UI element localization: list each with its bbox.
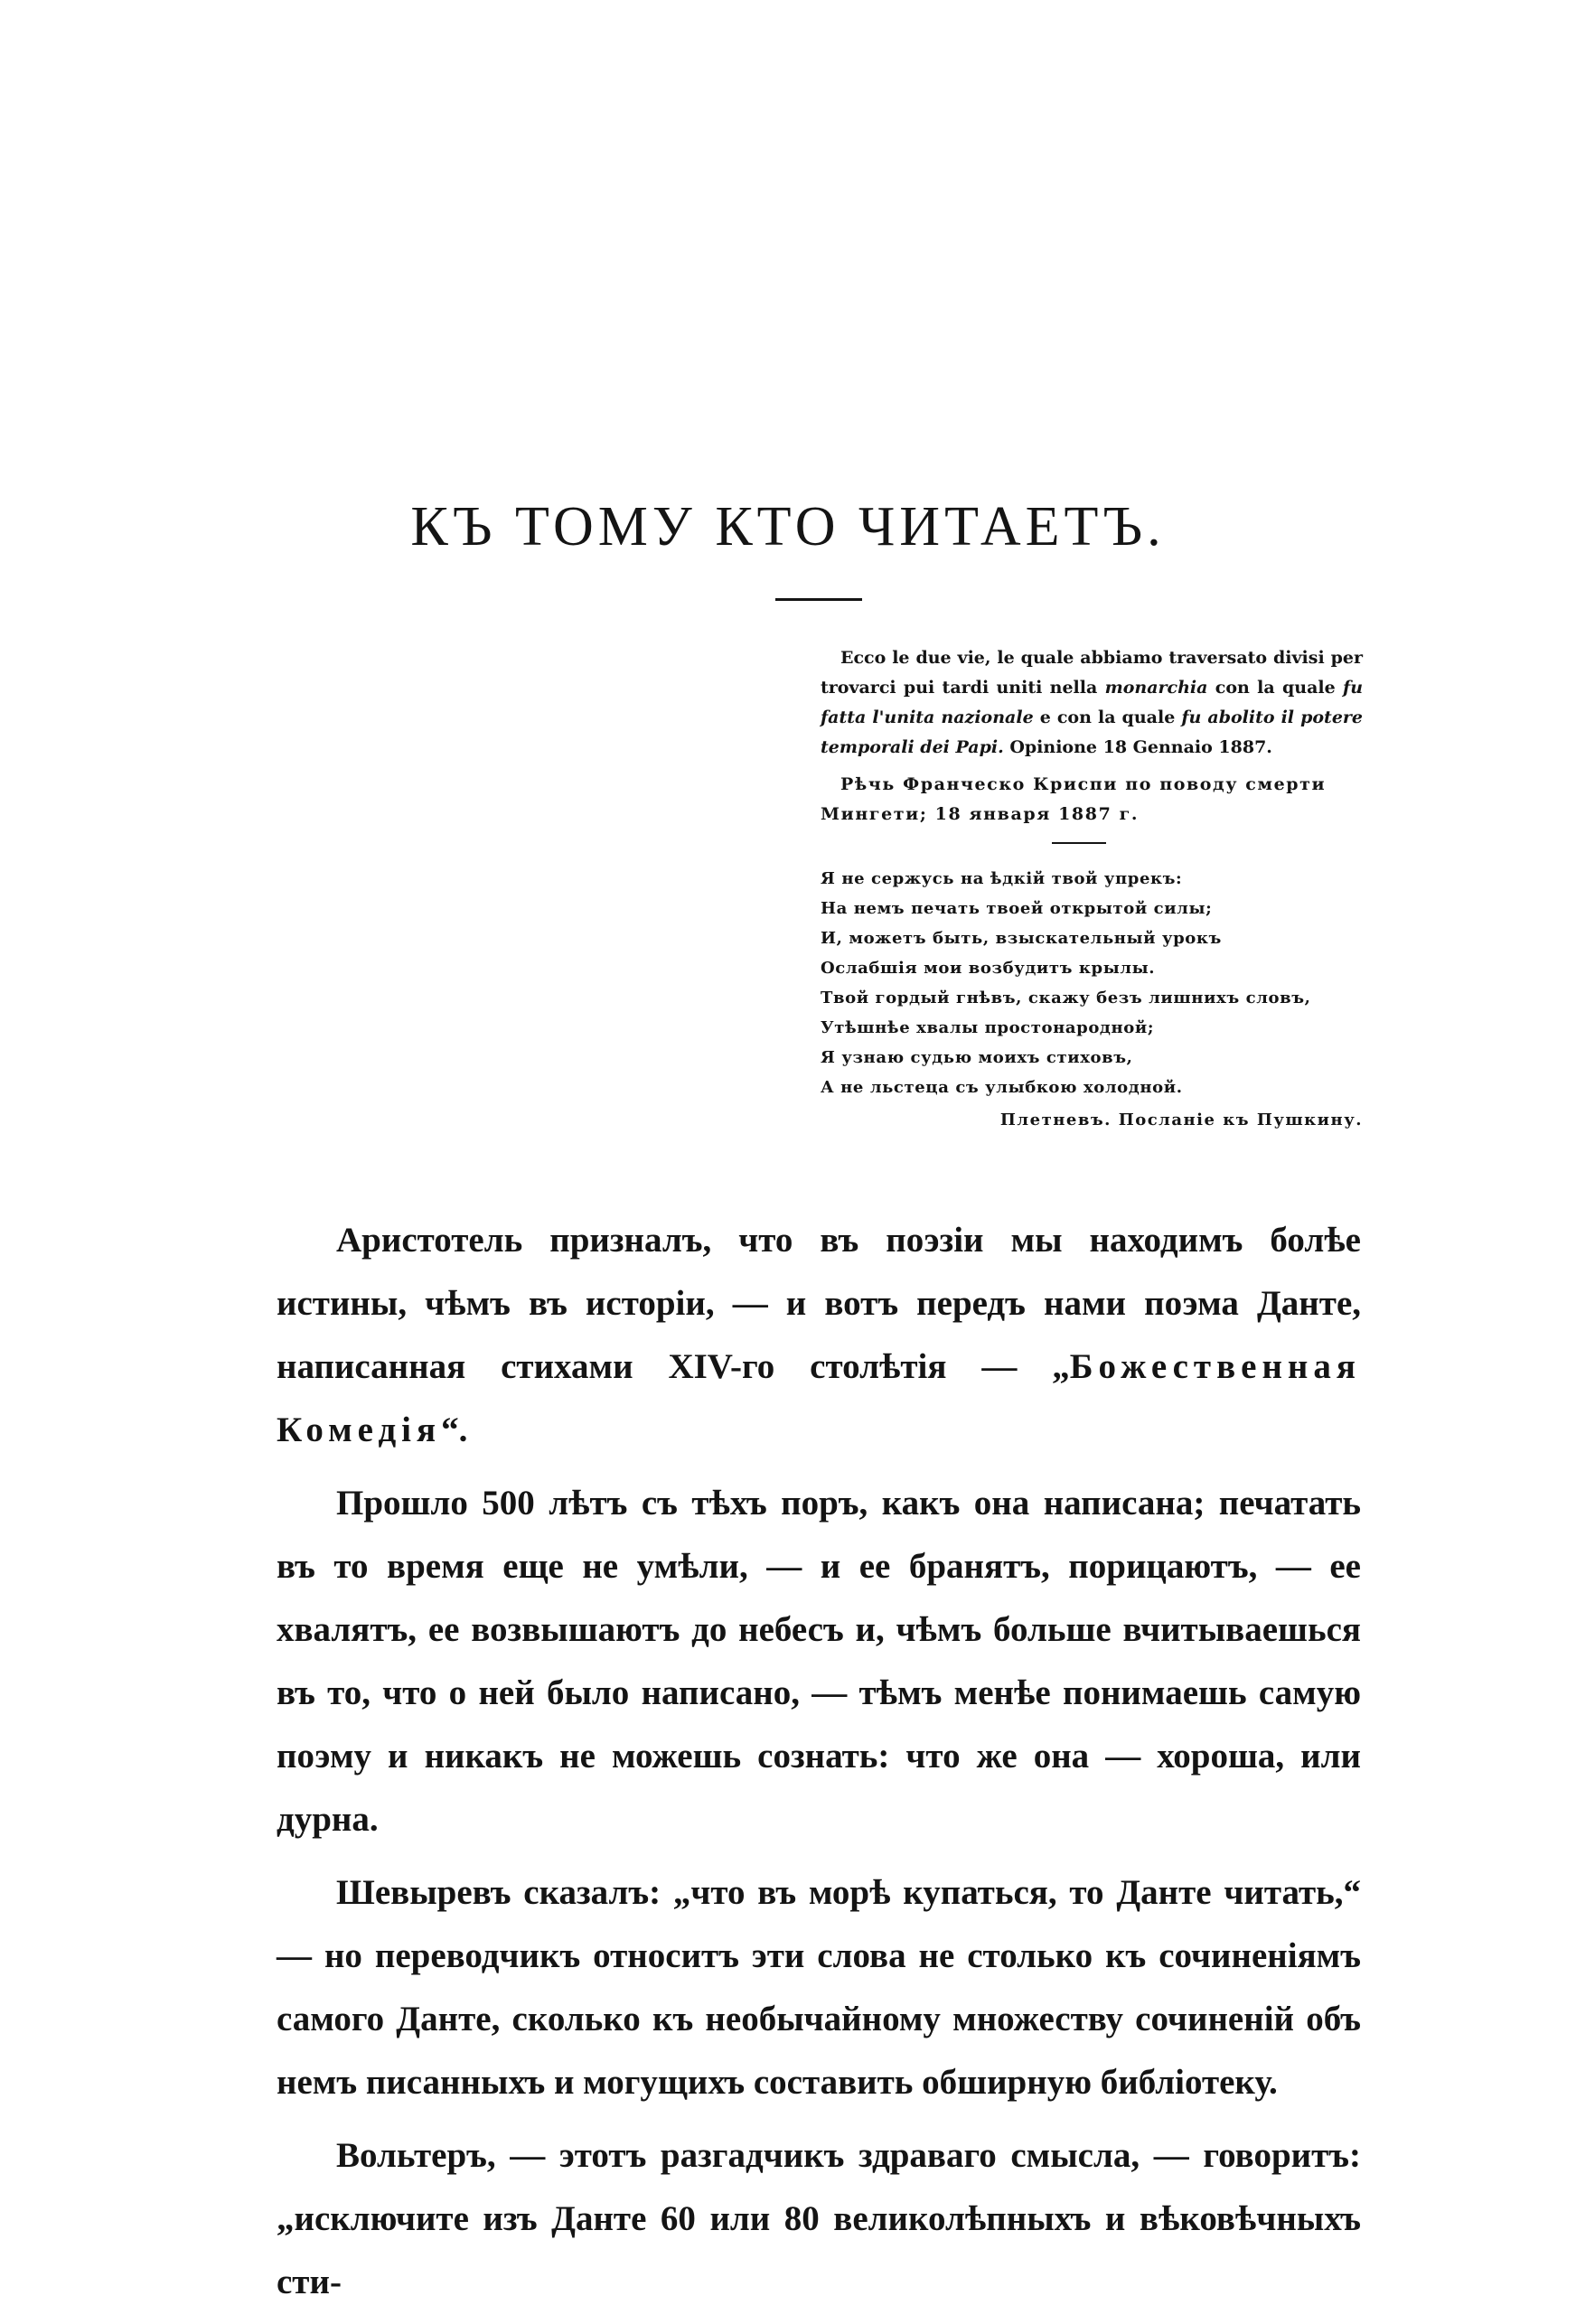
paragraph-text: “.	[441, 1410, 468, 1449]
epigraph-text-part: e con la quale	[1033, 708, 1182, 727]
poem-line: Я узнаю судью моихъ стиховъ,	[821, 1048, 1133, 1067]
poem-line: А не льстеца съ улыбкою холодной.	[821, 1078, 1183, 1097]
poem-line: На немъ печать твоей открытой силы;	[821, 899, 1213, 918]
epigraph	[821, 643, 1363, 1135]
epigraph-poem	[821, 864, 1363, 1102]
epigraph-attribution: Рѣчь Франческо Криспи по поводу смерти Мингети; 18 января 1887 г.	[821, 774, 1327, 824]
poem-line: Утѣшнѣе хвалы простонародной;	[821, 1018, 1155, 1037]
work-title-spaced: Божественная Комедія	[277, 1347, 1361, 1449]
paragraph-text: Аристотель призналъ, что въ поэзіи мы находимъ болѣе истины, чѣмъ въ исторіи, — и вотъ передъ нами поэма Данте, написанная стихами XIV-го столѣтія — „	[277, 1221, 1361, 1386]
title-divider	[775, 598, 862, 601]
poem-line: И, можетъ быть, взыскательный урокъ	[821, 929, 1222, 948]
epigraph-text-part-italic: fu abolito il potere temporali dei Papi.	[821, 708, 1364, 757]
poem-source: Плетневъ. Посланіе къ Пушкину.	[999, 1110, 1363, 1129]
epigraph-divider	[1052, 842, 1106, 844]
epigraph-text-part-italic: monarchia	[1104, 678, 1208, 698]
paragraph-aristotle	[277, 1209, 1361, 1462]
poem-line: Ослабшія мои возбудитъ крылы.	[821, 959, 1156, 978]
paragraph-500-years: Прошло 500 лѣтъ съ тѣхъ поръ, какъ она написана; печатать въ то время еще не умѣли, — и ее бранятъ, порицаютъ, — ее хвалятъ, ее возвышаютъ до небесъ и, чѣмъ больше вчитываешься въ то, что о ней было написано, — тѣмъ менѣе понимаешь самую поэму и никакъ не можешь сознать: что же она — хороша, или дурна.	[277, 1484, 1361, 1839]
epigraph-text-part: Ecco le due vie, le quale abbiamo traversato divisi per trovarci pui tardi uniti nella	[821, 648, 1363, 698]
epigraph-text-part: Opinione 18 Gennaio 1887.	[1003, 737, 1272, 757]
paragraph-shevyrev: Шевыревъ сказалъ: „что въ морѣ купаться, то Данте читать,“ — но переводчикъ относитъ эти слова не столько къ сочиненіямъ самого Данте, сколько къ необычайному множеству сочиненій объ немъ писанныхъ и могущихъ составить обширную библіотеку.	[277, 1873, 1361, 2102]
poem-line: Твой гордый гнѣвъ, скажу безъ лишнихъ словъ,	[821, 989, 1311, 1007]
epigraph-italian-quote	[821, 643, 1363, 763]
poem-line: Я не сержусь на ѣдкій твой упрекъ:	[821, 869, 1183, 888]
body-text	[277, 1209, 1361, 2324]
paragraph-voltaire: Вольтеръ, — этотъ разгадчикъ здраваго смысла, — говоритъ: „исключите изъ Данте 60 или 80 великолѣпныхъ и вѣковѣчныхъ сти-	[277, 2136, 1361, 2301]
epigraph-text-part: con la quale	[1207, 678, 1344, 698]
epigraph-text-part-italic: fu fatta l'unita nazionale	[821, 678, 1364, 727]
page-title: КЪ ТОМУ КТО ЧИТАЕТЪ.	[410, 496, 1166, 558]
